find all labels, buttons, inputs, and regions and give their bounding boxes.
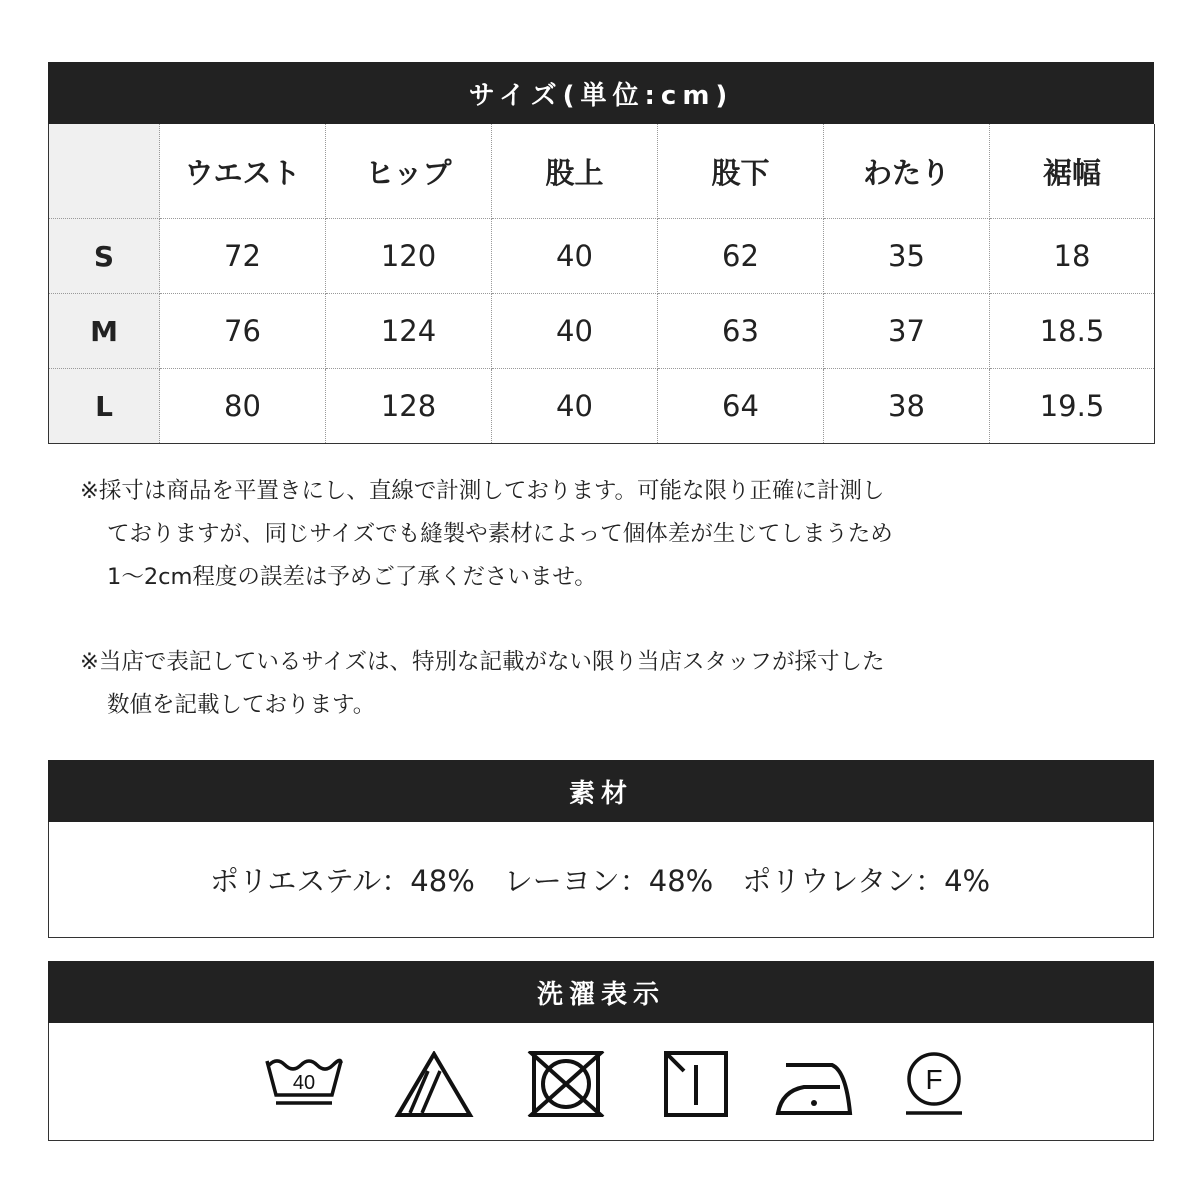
note-line: ておりますが、同じサイズでも縫製や素材によって個体差が生じてしまうため [107,521,893,547]
iron-low-icon [774,1051,854,1117]
table-cell: 37 [824,294,990,369]
table-cell: 63 [658,294,824,369]
dryclean-f-gentle-icon [894,1051,974,1117]
dryclean-letter: F [925,1064,943,1095]
care-symbols [48,1023,1152,1139]
size-table-header-row [49,124,1155,219]
table-cell: 40 [492,369,658,444]
table-cell: 76 [160,294,326,369]
material-composition: ポリエステル：48% レーヨン：48% ポリウレタン：4% [209,863,991,898]
size-section-title: サイズ(単位:cm) [468,80,734,111]
note-line: ※当店で表記しているサイズは、特別な記載がない限り当店スタッフが採寸した [80,649,885,675]
column-header-rise: 股上 [492,124,658,219]
row-label-size: M [49,294,160,369]
note-line: 1～2cm程度の誤差は予めご了承くださいませ。 [107,564,597,590]
row-label-size: S [49,219,160,294]
table-cell: 19.5 [990,369,1155,444]
row-label-size: L [49,369,160,444]
no-tumble-dry-icon [526,1051,606,1117]
table-cell: 64 [658,369,824,444]
column-header-inseam: 股下 [658,124,824,219]
care-section-header [48,961,1154,1023]
table-row [49,369,1155,444]
table-cell: 120 [326,219,492,294]
size-section-header [48,62,1154,124]
column-header-thigh: わたり [824,124,990,219]
table-cell: 35 [824,219,990,294]
non-chlorine-bleach-icon [394,1051,474,1117]
wash-40-gentle-icon [264,1051,344,1117]
note-line: 数値を記載しております。 [107,692,376,718]
table-cell: 18.5 [990,294,1155,369]
material-section-header [48,760,1154,822]
table-row [49,294,1155,369]
measurement-note [80,470,1080,599]
note-line: ※採寸は商品を平置きにし、直線で計測しております。可能な限り正確に計測し [80,478,885,504]
wash-temperature: 40 [292,1072,316,1094]
size-table-corner [49,124,160,219]
staff-measurement-note [80,641,1080,727]
table-cell: 80 [160,369,326,444]
table-cell: 38 [824,369,990,444]
table-cell: 18 [990,219,1155,294]
column-header-hip: ヒップ [326,124,492,219]
size-table [48,124,1155,444]
column-header-hem-width: 裾幅 [990,124,1155,219]
table-cell: 124 [326,294,492,369]
table-cell: 40 [492,219,658,294]
material-section-title: 素材 [568,778,633,809]
table-cell: 128 [326,369,492,444]
table-cell: 62 [658,219,824,294]
column-header-waist: ウエスト [160,124,326,219]
table-cell: 40 [492,294,658,369]
table-row [49,219,1155,294]
care-section-title: 洗濯表示 [536,979,665,1010]
table-cell: 72 [160,219,326,294]
line-dry-shade-icon [656,1051,736,1117]
